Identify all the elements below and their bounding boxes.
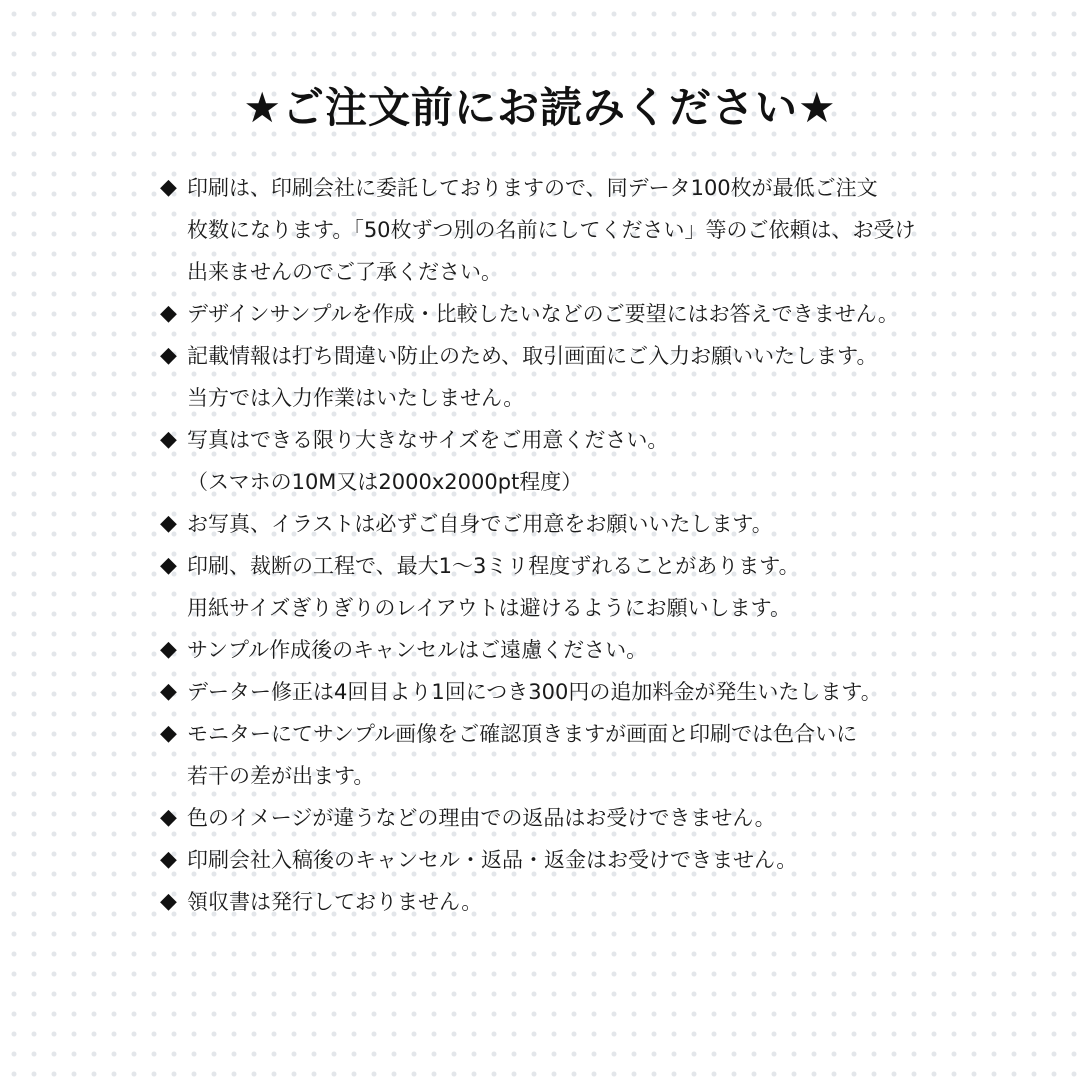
- notice-item: [160, 798, 940, 838]
- notice-item: [160, 672, 940, 712]
- notice-text-line: 印刷、裁断の工程で、最大1～3ミリ程度ずれることがあります。: [187, 554, 800, 578]
- notice-item: [160, 504, 940, 544]
- diamond-bullet-icon: ◆: [160, 343, 177, 368]
- notice-text-line: 出来ませんのでご了承ください。: [187, 260, 502, 284]
- diamond-bullet-icon: ◆: [160, 301, 177, 326]
- diamond-bullet-icon: ◆: [160, 889, 177, 914]
- notice-text-line: 領収書は発行しておりません。: [187, 890, 483, 914]
- notice-item: [160, 840, 940, 880]
- notice-item: [160, 168, 940, 292]
- notice-item: [160, 882, 940, 922]
- notice-text-line: 印刷は、印刷会社に委託しておりますので、同データ100枚が最低ご注文: [187, 176, 878, 200]
- notice-text-line: サンプル作成後のキャンセルはご遠慮ください。: [187, 638, 648, 662]
- notice-text-line: （スマホの10M又は2000x2000pt程度）: [187, 470, 583, 494]
- diamond-bullet-icon: ◆: [160, 847, 177, 872]
- notice-text-line: 用紙サイズぎりぎりのレイアウトは避けるようにお願いします。: [187, 596, 791, 620]
- notice-text-line: 色のイメージが違うなどの理由での返品はお受けできません。: [187, 806, 776, 830]
- notice-item: [160, 630, 940, 670]
- notice-item: [160, 714, 940, 796]
- notice-item: [160, 546, 940, 628]
- notice-item: [160, 336, 940, 418]
- notice-text-line: お写真、イラストは必ずご自身でご用意をお願いいたします。: [187, 512, 773, 536]
- notice-list: [160, 168, 940, 922]
- page-title: ★ご注文前にお読みください★: [243, 83, 837, 132]
- diamond-bullet-icon: ◆: [160, 553, 177, 578]
- notice-text-line: 枚数になります。「50枚ずつ別の名前にしてください」等のご依頼は、お受け: [187, 218, 916, 242]
- notice-text-line: 若干の差が出ます。: [187, 764, 375, 788]
- notice-text-line: データー修正は4回目より1回につき300円の追加料金が発生いたします。: [187, 680, 882, 704]
- diamond-bullet-icon: ◆: [160, 511, 177, 536]
- notice-text-line: 印刷会社入稿後のキャンセル・返品・返金はお受けできません。: [187, 848, 798, 872]
- diamond-bullet-icon: ◆: [160, 175, 177, 200]
- notice-text-line: デザインサンプルを作成・比較したいなどのご要望にはお答えできません。: [187, 302, 899, 326]
- diamond-bullet-icon: ◆: [160, 805, 177, 830]
- diamond-bullet-icon: ◆: [160, 637, 177, 662]
- diamond-bullet-icon: ◆: [160, 721, 177, 746]
- notice-item: [160, 420, 940, 502]
- notice-text-line: モニターにてサンプル画像をご確認頂きますが画面と印刷では色合いに: [187, 722, 858, 746]
- diamond-bullet-icon: ◆: [160, 427, 177, 452]
- notice-text-line: 当方では入力作業はいたしません。: [187, 386, 525, 410]
- notice-item: [160, 294, 940, 334]
- notice-text-line: 記載情報は打ち間違い防止のため、取引画面にご入力お願いいたします。: [187, 344, 878, 368]
- notice-text-line: 写真はできる限り大きなサイズをご用意ください。: [187, 428, 669, 452]
- diamond-bullet-icon: ◆: [160, 679, 177, 704]
